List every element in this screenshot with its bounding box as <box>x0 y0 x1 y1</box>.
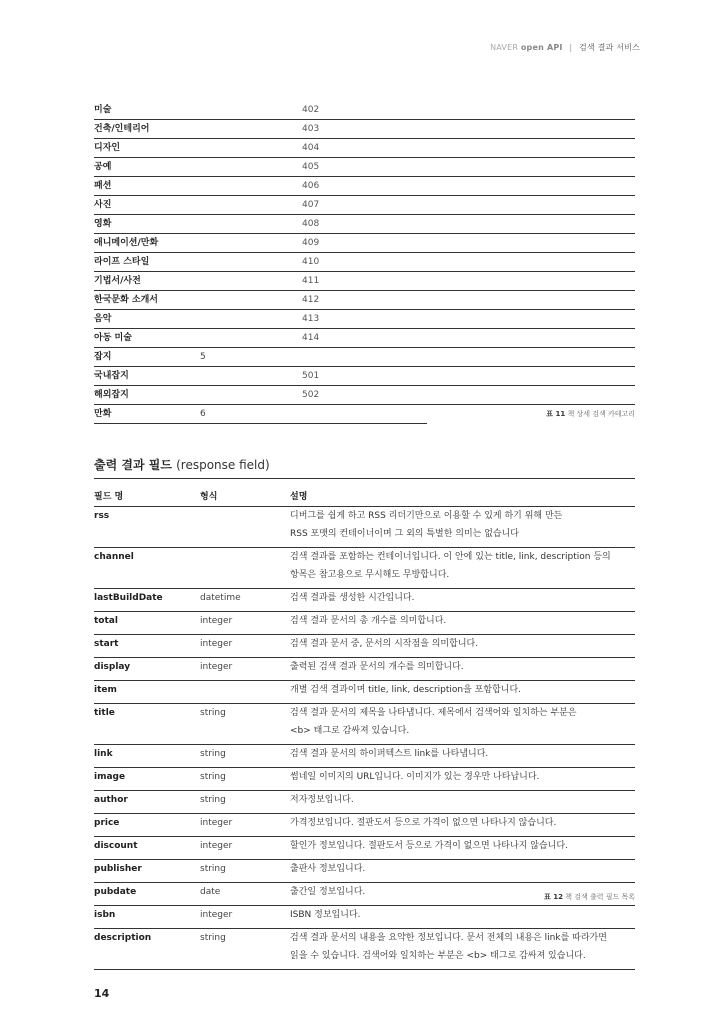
field-name: display <box>94 658 200 681</box>
field-description <box>290 814 635 837</box>
table-row <box>94 704 635 745</box>
category-code-1 <box>200 234 302 253</box>
category-spacer <box>427 386 635 405</box>
description-line: 검색 결과 문서의 제목을 나타냅니다. 제목에서 검색어와 일치하는 부분은 <box>290 708 577 718</box>
field-type <box>200 507 290 548</box>
description-line: 검색 결과를 생성한 시간입니다. <box>290 593 415 603</box>
category-code-1 <box>200 291 302 310</box>
description-line: <b> 태그로 감싸져 있습니다. <box>290 726 410 736</box>
category-name: 기법서/사전 <box>94 272 200 291</box>
category-table-caption <box>427 405 635 424</box>
description-line: 개별 검색 결과이며 title, link, description을 포함합니다. <box>290 685 522 695</box>
table-row <box>94 177 635 196</box>
field-type: string <box>200 768 290 791</box>
table-row <box>94 329 635 348</box>
table-row <box>94 196 635 215</box>
table-row <box>94 814 635 837</box>
category-name: 아동 미술 <box>94 329 200 348</box>
table-row <box>94 612 635 635</box>
field-type: integer <box>200 612 290 635</box>
table-row <box>94 405 635 424</box>
field-description <box>290 860 635 883</box>
field-description <box>290 548 635 589</box>
product-name: open API <box>520 43 563 52</box>
description-line: 할인가 정보입니다. 절판도서 등으로 가격이 없으면 나타나지 않습니다. <box>290 841 568 851</box>
field-description <box>290 704 635 745</box>
header-separator: | <box>569 43 573 52</box>
caption-text: 책 상세 검색 카테고리 <box>567 410 635 419</box>
table-row <box>94 215 635 234</box>
category-code-2: 410 <box>302 253 427 272</box>
field-description <box>290 612 635 635</box>
category-spacer <box>427 139 635 158</box>
description-line: 출판사 정보입니다. <box>290 864 366 874</box>
header-description: 설명 <box>290 488 635 507</box>
field-name: discount <box>94 837 200 860</box>
table-row <box>94 791 635 814</box>
description-line: 가격정보입니다. 절판도서 등으로 가격이 없으면 나타나지 않습니다. <box>290 818 557 828</box>
category-name: 애니메이션/만화 <box>94 234 200 253</box>
category-code-2: 404 <box>302 139 427 158</box>
category-code-2: 406 <box>302 177 427 196</box>
field-description <box>290 791 635 814</box>
category-name: 사진 <box>94 196 200 215</box>
field-name: link <box>94 745 200 768</box>
category-code-1 <box>200 196 302 215</box>
caption-label: 표 11 <box>546 410 566 419</box>
category-spacer <box>427 253 635 272</box>
section-title-en: (response field) <box>176 458 270 472</box>
field-type <box>200 548 290 589</box>
category-name: 음악 <box>94 310 200 329</box>
category-code-2: 409 <box>302 234 427 253</box>
category-spacer <box>427 196 635 215</box>
category-code-1 <box>200 367 302 386</box>
category-name: 디자인 <box>94 139 200 158</box>
field-type: string <box>200 791 290 814</box>
description-line: 항목은 참고용으로 무시해도 무방합니다. <box>290 570 450 580</box>
field-table-header <box>94 488 635 507</box>
table-row <box>94 681 635 704</box>
category-name: 공예 <box>94 158 200 177</box>
field-description <box>290 906 635 929</box>
page-number: 14 <box>94 987 110 1000</box>
category-code-2: 405 <box>302 158 427 177</box>
category-code-1 <box>200 386 302 405</box>
table-row <box>94 929 635 970</box>
field-type: date <box>200 883 290 906</box>
field-description <box>290 589 635 612</box>
description-line: 검색 결과 문서 중, 문서의 시작점을 의미합니다. <box>290 639 479 649</box>
category-spacer <box>427 101 635 120</box>
category-code-2 <box>302 348 427 367</box>
description-line: 저자정보입니다. <box>290 795 354 805</box>
field-description <box>290 681 635 704</box>
category-spacer <box>427 272 635 291</box>
category-name: 라이프 스타일 <box>94 253 200 272</box>
table-row <box>94 367 635 386</box>
category-code-2: 414 <box>302 329 427 348</box>
description-line: 디버그를 쉽게 하고 RSS 리더기만으로 이용할 수 있게 하기 위해 만든 <box>290 511 563 521</box>
description-line: RSS 포맷의 컨테이너이며 그 외의 특별한 의미는 없습니다 <box>290 529 519 539</box>
brand-name: NAVER <box>490 43 519 52</box>
table-row <box>94 548 635 589</box>
category-table <box>94 101 635 424</box>
table-row <box>94 589 635 612</box>
field-type: integer <box>200 906 290 929</box>
category-name: 건축/인테리어 <box>94 120 200 139</box>
field-type: string <box>200 745 290 768</box>
field-description <box>290 929 635 970</box>
field-description <box>290 507 635 548</box>
category-code-2 <box>302 405 427 424</box>
page-header <box>490 42 640 53</box>
category-name: 미술 <box>94 101 200 120</box>
category-code-1 <box>200 215 302 234</box>
category-code-2: 411 <box>302 272 427 291</box>
category-code-1: 5 <box>200 348 302 367</box>
caption-label: 표 12 <box>544 893 563 901</box>
category-name: 잡지 <box>94 348 200 367</box>
section-title-ko: 출력 결과 필드 <box>94 458 172 472</box>
category-spacer <box>427 177 635 196</box>
category-code-1 <box>200 177 302 196</box>
category-code-2: 407 <box>302 196 427 215</box>
description-line: 출간일 정보입니다. <box>290 887 366 897</box>
field-table-caption <box>544 892 635 902</box>
table-row <box>94 272 635 291</box>
field-description <box>290 837 635 860</box>
category-spacer <box>427 329 635 348</box>
table-row <box>94 291 635 310</box>
table-row <box>94 139 635 158</box>
category-code-2: 412 <box>302 291 427 310</box>
category-spacer <box>427 158 635 177</box>
category-code-2: 403 <box>302 120 427 139</box>
table-row <box>94 837 635 860</box>
description-line: 검색 결과 문서의 총 개수를 의미합니다. <box>290 616 447 626</box>
table-row <box>94 234 635 253</box>
caption-text: 책 검색 출력 필드 목록 <box>565 893 635 901</box>
category-code-1 <box>200 158 302 177</box>
description-line: 읽을 수 있습니다. 검색어와 일치하는 부분은 <b> 태그로 감싸져 있습니다. <box>290 951 586 961</box>
category-code-2: 501 <box>302 367 427 386</box>
field-name: total <box>94 612 200 635</box>
field-name: isbn <box>94 906 200 929</box>
category-code-1 <box>200 310 302 329</box>
category-spacer <box>427 120 635 139</box>
category-spacer <box>427 291 635 310</box>
description-line: 검색 결과를 포함하는 컨테이너입니다. 이 안에 있는 title, link, description 등의 <box>290 552 611 562</box>
category-name: 한국문화 소개서 <box>94 291 200 310</box>
category-code-2: 408 <box>302 215 427 234</box>
field-name: channel <box>94 548 200 589</box>
field-name: title <box>94 704 200 745</box>
section-title <box>94 456 270 473</box>
header-field-name: 필드 명 <box>94 488 200 507</box>
table-row <box>94 860 635 883</box>
table-row <box>94 310 635 329</box>
category-code-1 <box>200 329 302 348</box>
description-line: 검색 결과 문서의 내용을 요약한 정보입니다. 문서 전체의 내용은 link를 따라가면 <box>290 933 607 943</box>
category-code-1 <box>200 272 302 291</box>
field-name: pubdate <box>94 883 200 906</box>
description-line: 출력된 검색 결과 문서의 개수를 의미합니다. <box>290 662 464 672</box>
category-spacer <box>427 367 635 386</box>
table-row <box>94 507 635 548</box>
category-spacer <box>427 234 635 253</box>
field-description <box>290 768 635 791</box>
table-row <box>94 120 635 139</box>
table-row <box>94 348 635 367</box>
field-type: string <box>200 929 290 970</box>
field-type: integer <box>200 814 290 837</box>
field-type: integer <box>200 837 290 860</box>
field-type: string <box>200 704 290 745</box>
description-line: ISBN 정보입니다. <box>290 910 361 920</box>
table-row <box>94 635 635 658</box>
table-row <box>94 745 635 768</box>
category-code-1: 6 <box>200 405 302 424</box>
field-type: integer <box>200 658 290 681</box>
category-code-1 <box>200 139 302 158</box>
field-name: item <box>94 681 200 704</box>
category-code-1 <box>200 120 302 139</box>
table-row <box>94 906 635 929</box>
category-code-1 <box>200 101 302 120</box>
category-name: 패션 <box>94 177 200 196</box>
field-name: price <box>94 814 200 837</box>
category-code-2: 413 <box>302 310 427 329</box>
category-name: 국내잡지 <box>94 367 200 386</box>
table-row <box>94 658 635 681</box>
category-code-1 <box>200 253 302 272</box>
category-name: 해외잡지 <box>94 386 200 405</box>
description-line: 검색 결과 문서의 하이퍼텍스트 link를 나타냅니다. <box>290 749 489 759</box>
field-name: rss <box>94 507 200 548</box>
category-name: 영화 <box>94 215 200 234</box>
description-line: 썸네일 이미지의 URL입니다. 이미지가 있는 경우만 나타납니다. <box>290 772 540 782</box>
category-spacer <box>427 348 635 367</box>
field-name: publisher <box>94 860 200 883</box>
category-code-2: 402 <box>302 101 427 120</box>
field-name: description <box>94 929 200 970</box>
table-row <box>94 386 635 405</box>
category-spacer <box>427 215 635 234</box>
field-type <box>200 681 290 704</box>
field-type: integer <box>200 635 290 658</box>
field-name: start <box>94 635 200 658</box>
field-description <box>290 658 635 681</box>
field-type: string <box>200 860 290 883</box>
table-row <box>94 158 635 177</box>
header-subtitle: 검색 결과 서비스 <box>579 43 640 52</box>
category-code-2: 502 <box>302 386 427 405</box>
header-type: 형식 <box>200 488 290 507</box>
table-row <box>94 101 635 120</box>
field-type: datetime <box>200 589 290 612</box>
table-row <box>94 768 635 791</box>
category-spacer <box>427 310 635 329</box>
category-name: 만화 <box>94 405 200 424</box>
table-row <box>94 253 635 272</box>
field-description <box>290 745 635 768</box>
field-name: image <box>94 768 200 791</box>
field-description <box>290 635 635 658</box>
field-name: author <box>94 791 200 814</box>
field-name: lastBuildDate <box>94 589 200 612</box>
title-rule <box>94 478 635 479</box>
